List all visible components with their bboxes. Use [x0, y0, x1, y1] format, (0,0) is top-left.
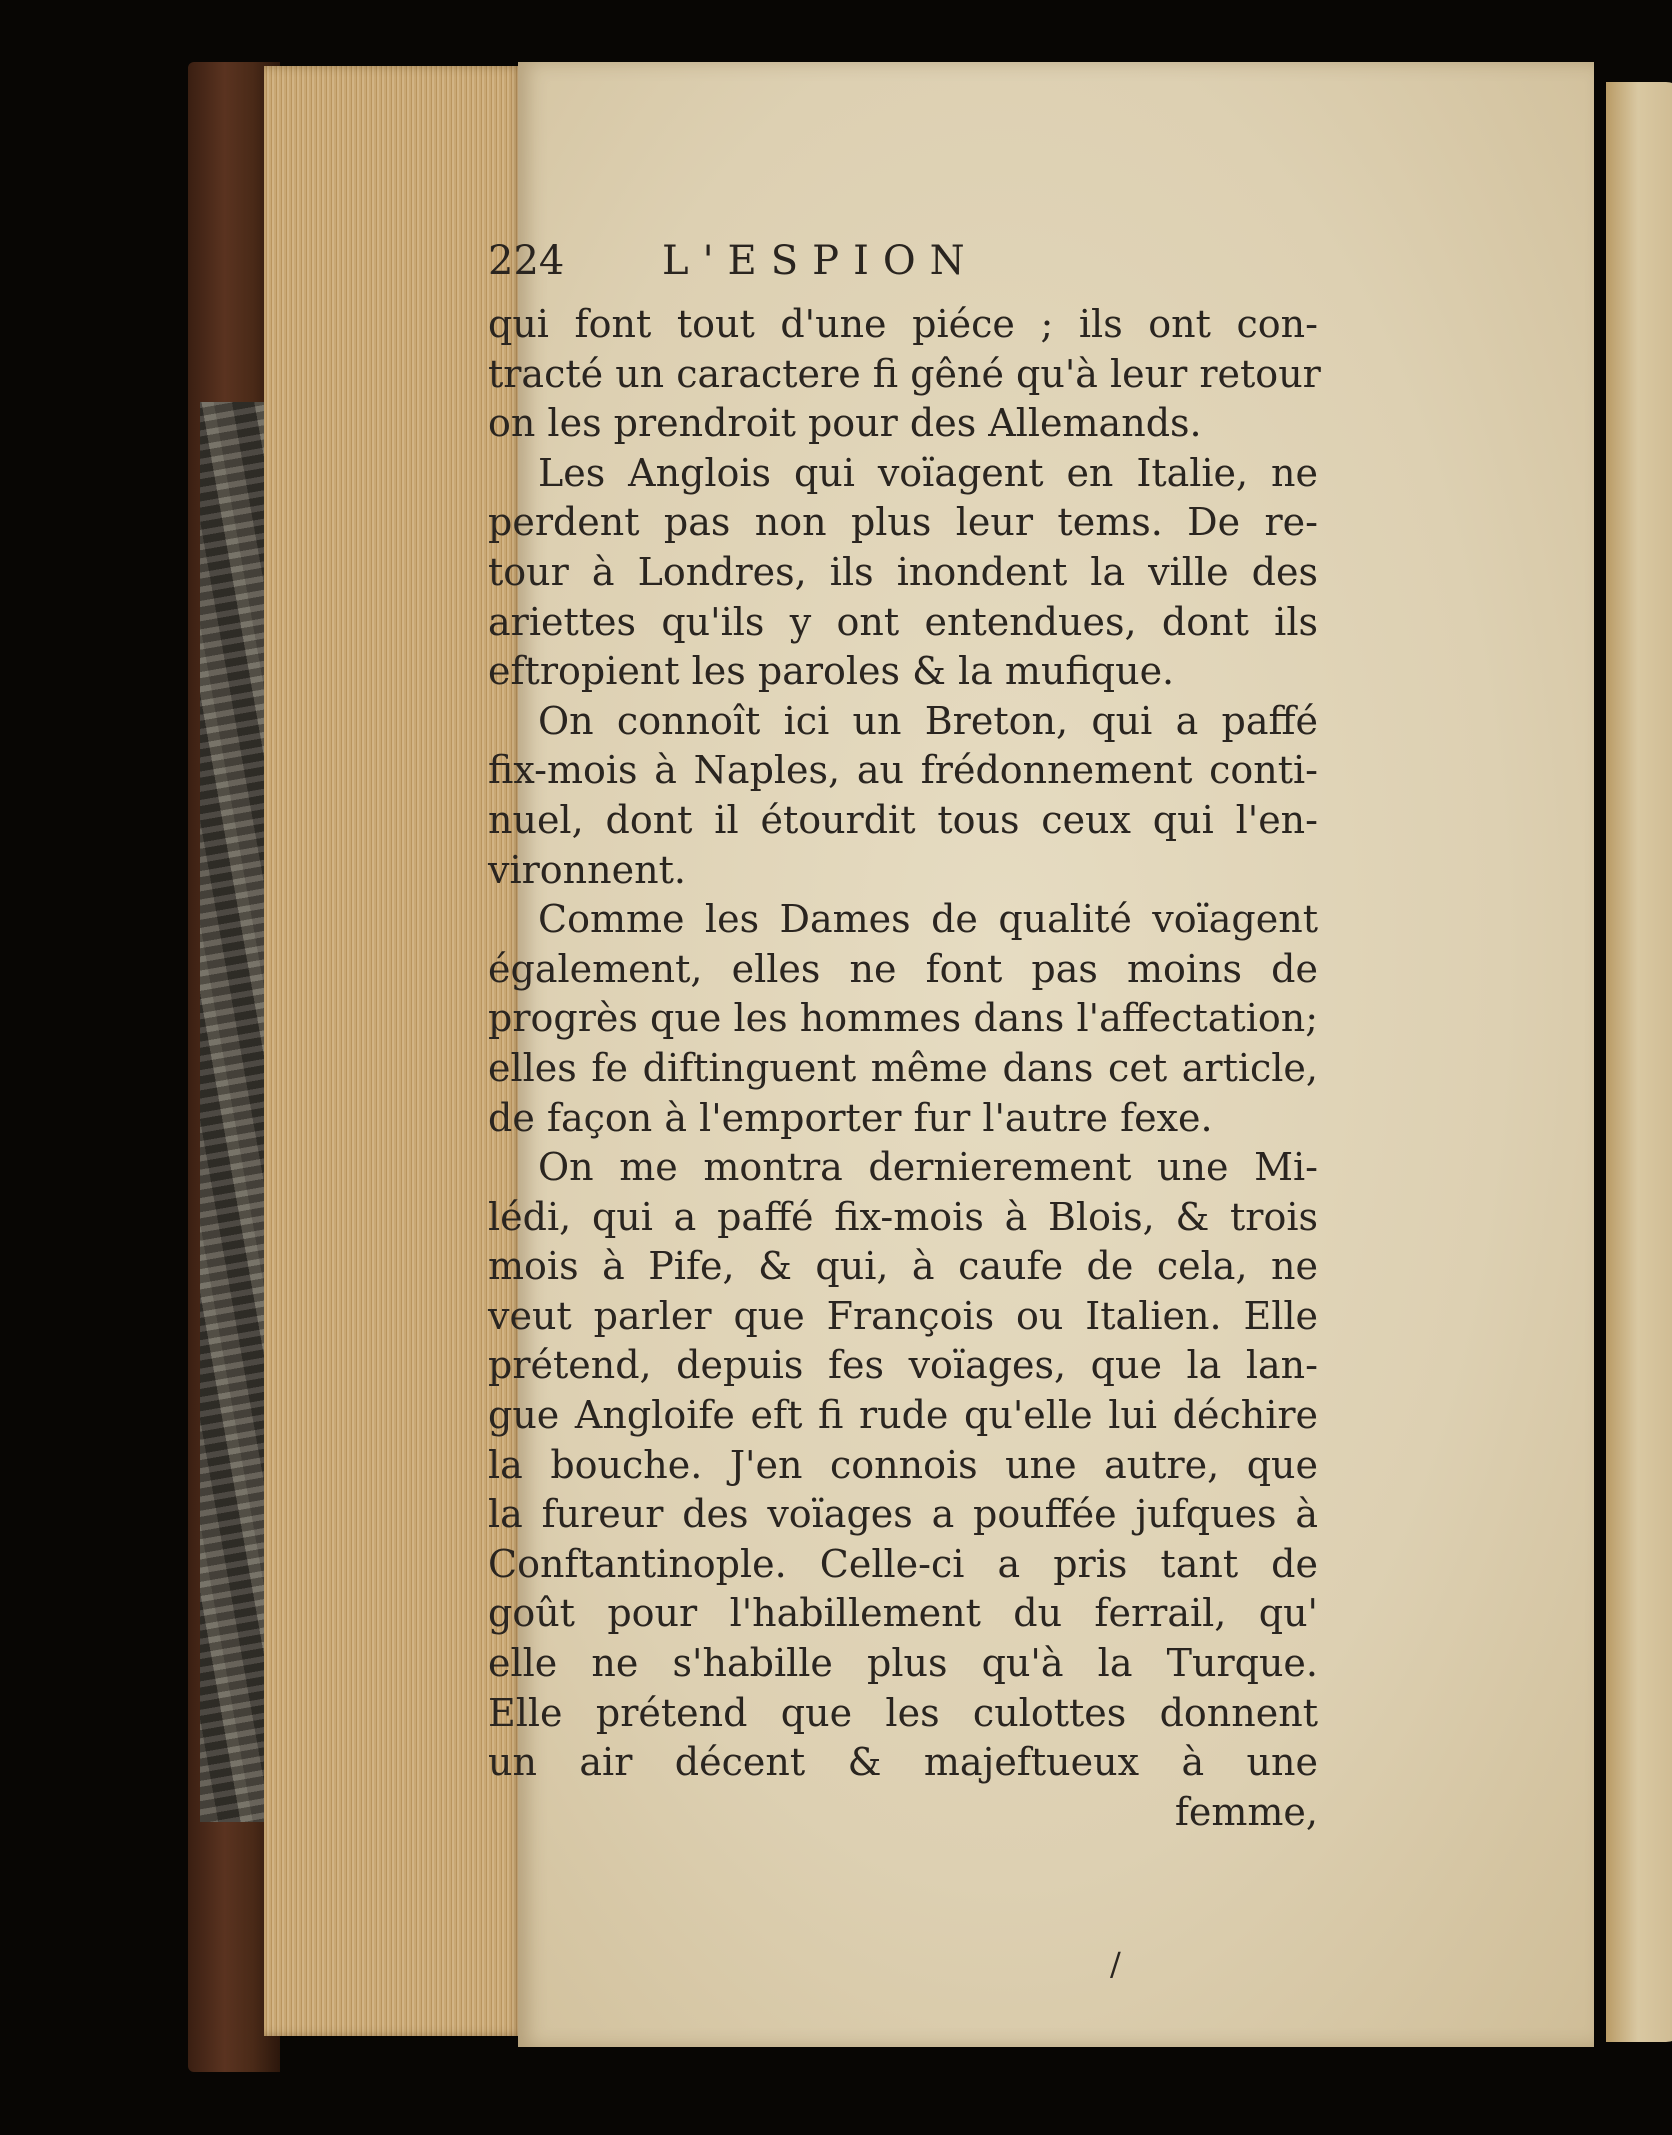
text-line: perdent pas non plus leur tems. De re- — [488, 500, 1318, 545]
catchword: femme, — [1174, 1789, 1318, 1834]
text-line: progrès que les hommes dans l'affectation; — [488, 996, 1318, 1041]
text-line: elle ne s'habille plus qu'à la Turque. — [488, 1641, 1318, 1686]
text-line: Conftantinople. Celle-ci a pris tant de — [488, 1541, 1318, 1586]
text-line: On me montra dernierement une Mi- — [538, 1145, 1318, 1190]
text-line: tracté un caractere fi gêné qu'à leur retour — [488, 351, 1321, 396]
text-line: nuel, dont il étourdit tous ceux qui l'en- — [488, 797, 1318, 842]
text-line: également, elles ne font pas moins de — [488, 946, 1318, 991]
text-line: vironnent. — [488, 847, 686, 892]
text-line: qui font tout d'une piéce ; ils ont con- — [488, 302, 1318, 346]
running-head: L'ESPION — [662, 238, 979, 284]
text-line: un air décent & majeftueux à une — [488, 1740, 1318, 1785]
text-line: On connoît ici un Breton, qui a paffé — [538, 698, 1318, 743]
text-line: Elle prétend que les culottes donnent — [488, 1690, 1318, 1735]
marbled-cover — [200, 402, 270, 1822]
page-text — [488, 238, 1321, 1837]
bottom-mark: / — [1110, 1945, 1121, 1983]
text-line: prétend, depuis fes voïages, que la lan- — [488, 1343, 1318, 1388]
page-number: 224 — [488, 238, 565, 284]
text-line: tour à Londres, ils inondent la ville des — [488, 549, 1318, 594]
text-line: fix-mois à Naples, au frédonnement conti- — [488, 748, 1318, 793]
page-edges — [264, 66, 524, 2036]
text-line: goût pour l'habillement du ferrail, qu' — [488, 1591, 1318, 1636]
text-line: eftropient les paroles & la mufique. — [488, 649, 1175, 694]
text-line: ariettes qu'ils y ont entendues, dont ils — [488, 599, 1318, 644]
text-line: elles fe diftinguent même dans cet article, — [488, 1045, 1318, 1090]
text-line: Comme les Dames de qualité voïagent — [538, 897, 1318, 942]
text-line: Les Anglois qui voïagent en Italie, ne — [538, 450, 1318, 495]
text-line: veut parler que François ou Italien. Elle — [488, 1293, 1318, 1338]
text-line: lédi, qui a paffé fix-mois à Blois, & trois — [488, 1194, 1318, 1239]
text-line: on les prendroit pour des Allemands. — [488, 401, 1202, 446]
page-header — [488, 238, 1318, 298]
text-line: la fureur des voïages a pouffée jufques à — [488, 1492, 1318, 1537]
text-line: mois à Pife, & qui, à caufe de cela, ne — [488, 1244, 1318, 1289]
text-line: gue Angloife eft fi rude qu'elle lui déchire — [488, 1393, 1318, 1438]
text-line: de façon à l'emporter fur l'autre fexe. — [488, 1095, 1213, 1140]
text-line: la bouche. J'en connois une autre, que — [488, 1442, 1318, 1487]
facing-page-edge — [1606, 82, 1672, 2042]
